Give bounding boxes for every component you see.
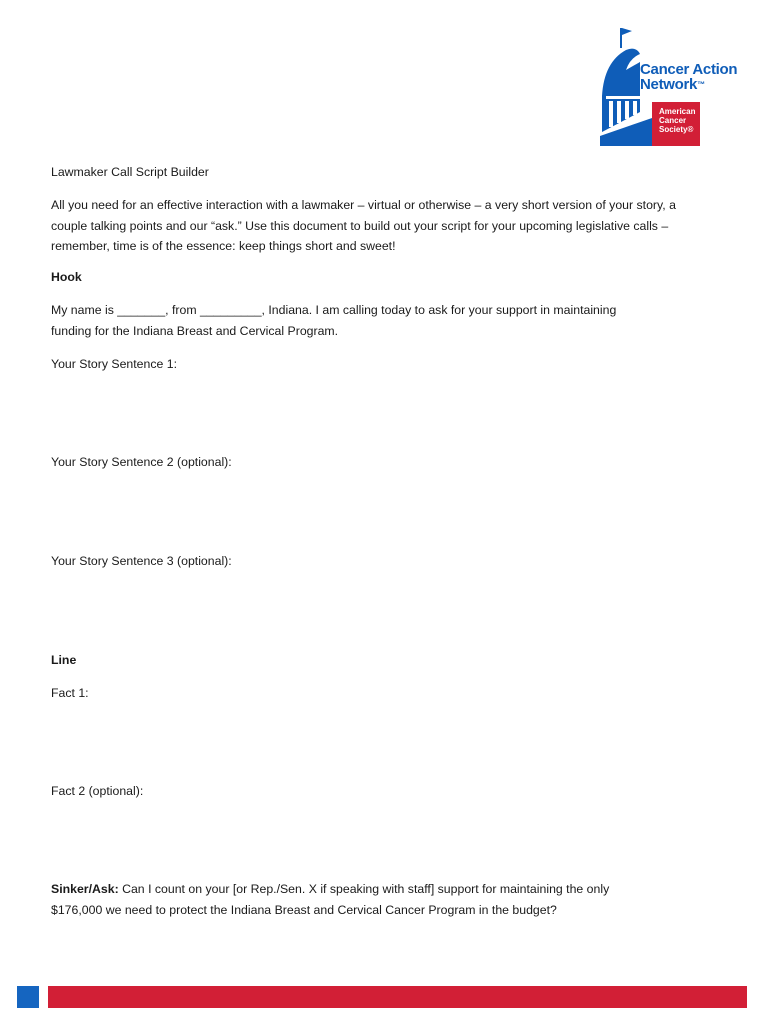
sinker-label: Sinker/Ask:: [51, 882, 119, 896]
logo-line2: Network: [640, 76, 698, 93]
story-sentence-2: Your Story Sentence 2 (optional):: [51, 455, 232, 469]
logo-wordmark: [640, 62, 737, 92]
document-title: Lawmaker Call Script Builder: [51, 165, 209, 179]
line-heading: Line: [51, 653, 77, 667]
hook-heading: Hook: [51, 270, 82, 284]
footer-red-bar: [48, 986, 747, 1008]
acs-line1: American: [659, 107, 696, 116]
acs-line2: Cancer: [659, 116, 687, 125]
trademark: ™: [697, 80, 705, 89]
intro-paragraph: All you need for an effective interaction with a lawmaker – virtual or otherwise – a very short version of your story, a couple talking points and our “ask.” Use this document to build out your script for your upcoming legislative calls – remember, time is of the essence: keep things short and sweet!: [51, 198, 676, 253]
fact-1: Fact 1:: [51, 686, 89, 700]
footer-blue-square: [17, 986, 39, 1008]
logo-line1: Cancer Action: [640, 61, 738, 78]
story-sentence-1: Your Story Sentence 1:: [51, 357, 178, 371]
acs-line3: Society®: [659, 125, 694, 134]
sinker-paragraph: [51, 879, 651, 920]
fact-2: Fact 2 (optional):: [51, 784, 144, 798]
story-sentence-3: Your Story Sentence 3 (optional):: [51, 554, 232, 568]
sinker-text: Can I count on your [or Rep./Sen. X if speaking with staff] support for maintaining the only $176,000 we need to protect the Indiana Breast and Cervical Cancer Program in the budget?: [51, 882, 610, 917]
hook-paragraph: My name is _______, from _________, Indiana. I am calling today to ask for your support in maintaining funding for the Indiana Breast and Cervical Program.: [51, 303, 617, 338]
acs-logo-text: [659, 107, 695, 134]
